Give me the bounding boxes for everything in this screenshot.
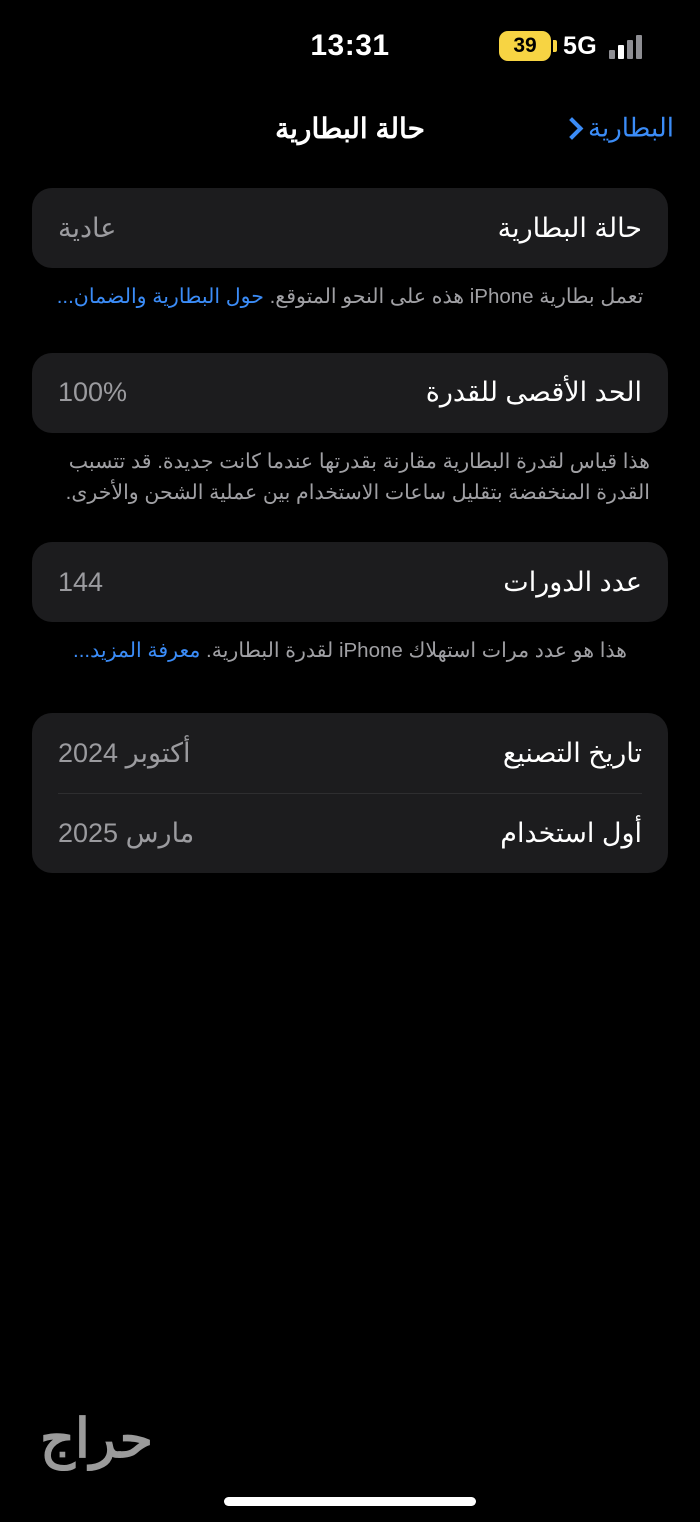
cycle-count-footnote-text: هذا هو عدد مرات استهلاك iPhone لقدرة البطارية. (200, 639, 627, 663)
chevron-right-icon (561, 117, 584, 140)
cycle-count-label: عدد الدورات (503, 566, 642, 597)
spacer (32, 508, 668, 542)
dates-card (32, 713, 668, 873)
battery-warranty-link[interactable]: حول البطارية والضمان... (56, 285, 264, 308)
navigation-bar (0, 92, 700, 164)
manufacture-date-row (32, 713, 668, 793)
status-bar-clock: 13:31 (310, 29, 390, 62)
maximum-capacity-row[interactable] (32, 353, 668, 433)
cycle-count-row[interactable] (32, 542, 668, 622)
cycle-count-value: 144 (58, 566, 104, 597)
status-bar-left (499, 31, 642, 61)
manufacture-date-label: تاريخ التصنيع (502, 737, 642, 768)
battery-health-footnote (32, 268, 668, 313)
signal-strength-icon (609, 33, 642, 59)
battery-health-card[interactable] (32, 188, 668, 268)
battery-health-footnote-text: تعمل بطارية iPhone هذه على النحو المتوقع. (263, 285, 644, 308)
maximum-capacity-footnote: هذا قياس لقدرة البطارية مقارنة بقدرتها عندما كانت جديدة. قد تتسبب القدرة المنخفضة بتقليل ساعات الاستخدام بين عملية الشحن والأخرى. (65, 449, 650, 504)
battery-health-row[interactable] (32, 188, 668, 268)
network-type-label: 5G (563, 31, 597, 60)
maximum-capacity-value: 100% (58, 377, 128, 408)
spacer (32, 313, 668, 353)
cycle-count-footnote (32, 622, 668, 667)
manufacture-date-value: أكتوبر 2024 (58, 737, 191, 768)
page-title: حالة البطارية (275, 112, 425, 144)
first-use-value: مارس 2025 (58, 817, 195, 848)
back-button-label: البطارية (588, 112, 674, 143)
settings-content (0, 164, 700, 1522)
watermark: حراج (40, 1409, 154, 1469)
maximum-capacity-label: الحد الأقصى للقدرة (425, 377, 642, 408)
back-button[interactable] (562, 113, 674, 144)
battery-health-value: عادية (58, 212, 117, 243)
battery-health-label: حالة البطارية (497, 212, 642, 243)
cycle-count-learn-more-link[interactable]: معرفة المزيد... (73, 639, 201, 663)
battery-percent-label: 39 (513, 34, 537, 57)
maximum-capacity-card[interactable] (32, 353, 668, 433)
first-use-row (32, 793, 668, 873)
home-indicator[interactable] (224, 1497, 476, 1506)
cycle-count-card[interactable] (32, 542, 668, 622)
first-use-label: أول استخدام (500, 817, 642, 848)
battery-indicator (499, 31, 551, 61)
status-bar (0, 0, 700, 92)
spacer (32, 667, 668, 713)
